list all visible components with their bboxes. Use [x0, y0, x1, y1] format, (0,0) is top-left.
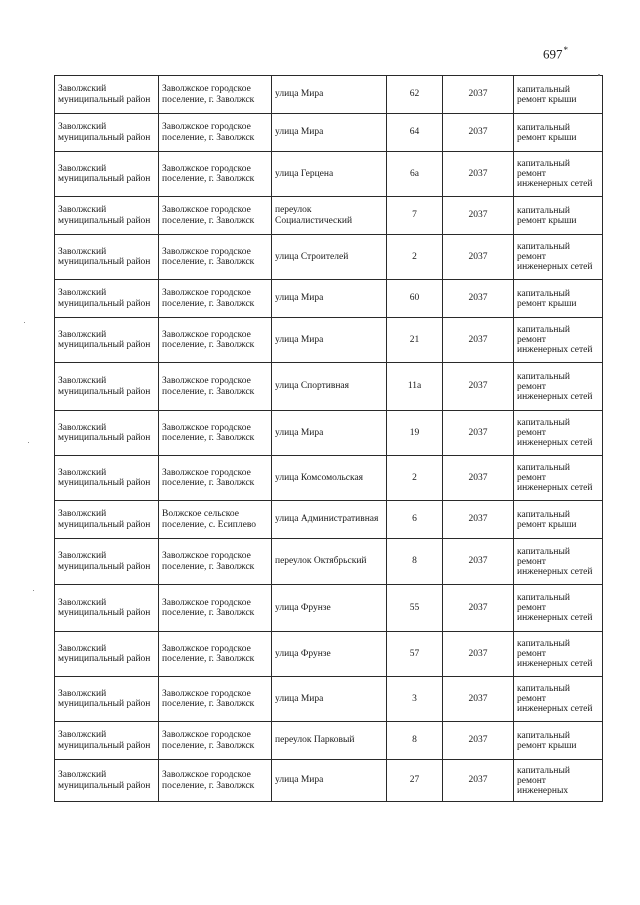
cell-street: улица Мира [272, 114, 387, 152]
cell-settlement: Заволжское городское поселение, г. Заволжск [159, 152, 272, 197]
cell-district: Заволжский муниципальный район [55, 235, 159, 280]
cell-house: 6 [387, 501, 443, 539]
cell-street: улица Строителей [272, 235, 387, 280]
cell-street: улица Административная [272, 501, 387, 539]
table-row [55, 632, 603, 677]
scan-speck [598, 74, 600, 76]
cell-year: 2037 [443, 363, 514, 411]
table-row [55, 76, 603, 114]
page-number-text: 697 [543, 46, 563, 62]
cell-work: капитальный ремонт инженерных сетей [514, 152, 603, 197]
cell-district: Заволжский муниципальный район [55, 363, 159, 411]
cell-settlement: Заволжское городское поселение, г. Заволжск [159, 585, 272, 632]
table-row [55, 318, 603, 363]
cell-year: 2037 [443, 280, 514, 318]
cell-settlement: Заволжское городское поселение, г. Заволжск [159, 114, 272, 152]
cell-settlement: Заволжское городское поселение, г. Заволжск [159, 411, 272, 456]
cell-year: 2037 [443, 722, 514, 760]
table-row [55, 760, 603, 802]
table-row [55, 363, 603, 411]
cell-house: 55 [387, 585, 443, 632]
table-row [55, 501, 603, 539]
scan-speck [24, 322, 25, 323]
cell-district: Заволжский муниципальный район [55, 197, 159, 235]
cell-settlement: Заволжское городское поселение, г. Заволжск [159, 539, 272, 585]
cell-house: 11а [387, 363, 443, 411]
cell-house: 62 [387, 76, 443, 114]
cell-street: улица Фрунзе [272, 585, 387, 632]
cell-year: 2037 [443, 318, 514, 363]
cell-street: переулок Октябрьский [272, 539, 387, 585]
cell-settlement: Заволжское городское поселение, г. Заволжск [159, 760, 272, 802]
cell-work: капитальный ремонт инженерных сетей [514, 456, 603, 501]
cell-year: 2037 [443, 585, 514, 632]
cell-district: Заволжский муниципальный район [55, 677, 159, 722]
cell-street: улица Спортивная [272, 363, 387, 411]
cell-year: 2037 [443, 152, 514, 197]
cell-house: 8 [387, 539, 443, 585]
cell-settlement: Заволжское городское поселение, г. Заволжск [159, 363, 272, 411]
page-number-mark: * [563, 45, 568, 55]
cell-street: улица Мира [272, 760, 387, 802]
cell-house: 64 [387, 114, 443, 152]
cell-work: капитальный ремонт инженерных [514, 760, 603, 802]
cell-district: Заволжский муниципальный район [55, 114, 159, 152]
cell-street: улица Мира [272, 76, 387, 114]
register-table [54, 75, 603, 802]
cell-settlement: Заволжское городское поселение, г. Заволжск [159, 235, 272, 280]
cell-work: капитальный ремонт крыши [514, 501, 603, 539]
table-row [55, 585, 603, 632]
cell-street: улица Комсомольская [272, 456, 387, 501]
table-row [55, 152, 603, 197]
table-row [55, 235, 603, 280]
cell-street: улица Мира [272, 677, 387, 722]
cell-settlement: Заволжское городское поселение, г. Заволжск [159, 197, 272, 235]
cell-year: 2037 [443, 456, 514, 501]
cell-house: 60 [387, 280, 443, 318]
cell-work: капитальный ремонт крыши [514, 280, 603, 318]
page-number [543, 45, 568, 62]
table-row [55, 411, 603, 456]
cell-house: 8 [387, 722, 443, 760]
cell-work: капитальный ремонт крыши [514, 722, 603, 760]
cell-district: Заволжский муниципальный район [55, 585, 159, 632]
cell-work: капитальный ремонт инженерных сетей [514, 677, 603, 722]
cell-work: капитальный ремонт крыши [514, 76, 603, 114]
cell-work: капитальный ремонт инженерных сетей [514, 363, 603, 411]
cell-work: капитальный ремонт инженерных сетей [514, 411, 603, 456]
cell-district: Заволжский муниципальный район [55, 760, 159, 802]
cell-street: улица Герцена [272, 152, 387, 197]
table-row [55, 539, 603, 585]
register-table-body [55, 76, 603, 802]
cell-settlement: Заволжское городское поселение, г. Заволжск [159, 280, 272, 318]
table-row [55, 197, 603, 235]
cell-district: Заволжский муниципальный район [55, 76, 159, 114]
table-row [55, 677, 603, 722]
cell-year: 2037 [443, 114, 514, 152]
table-row [55, 722, 603, 760]
cell-settlement: Заволжское городское поселение, г. Заволжск [159, 318, 272, 363]
cell-year: 2037 [443, 76, 514, 114]
cell-district: Заволжский муниципальный район [55, 722, 159, 760]
cell-settlement: Заволжское городское поселение, г. Заволжск [159, 677, 272, 722]
cell-work: капитальный ремонт крыши [514, 197, 603, 235]
cell-street: улица Мира [272, 318, 387, 363]
cell-work: капитальный ремонт инженерных сетей [514, 632, 603, 677]
cell-district: Заволжский муниципальный район [55, 411, 159, 456]
cell-district: Заволжский муниципальный район [55, 456, 159, 501]
cell-street: переулок Социалистический [272, 197, 387, 235]
cell-district: Заволжский муниципальный район [55, 152, 159, 197]
cell-work: капитальный ремонт инженерных сетей [514, 235, 603, 280]
cell-house: 6а [387, 152, 443, 197]
cell-house: 57 [387, 632, 443, 677]
table-row [55, 114, 603, 152]
cell-house: 7 [387, 197, 443, 235]
table-row [55, 280, 603, 318]
cell-year: 2037 [443, 197, 514, 235]
cell-work: капитальный ремонт инженерных сетей [514, 318, 603, 363]
scan-speck [33, 590, 34, 591]
cell-street: улица Мира [272, 280, 387, 318]
cell-year: 2037 [443, 677, 514, 722]
cell-work: капитальный ремонт инженерных сетей [514, 585, 603, 632]
cell-house: 21 [387, 318, 443, 363]
cell-street: улица Мира [272, 411, 387, 456]
cell-house: 3 [387, 677, 443, 722]
cell-settlement: Заволжское городское поселение, г. Заволжск [159, 722, 272, 760]
cell-settlement: Заволжское городское поселение, г. Заволжск [159, 76, 272, 114]
cell-house: 2 [387, 456, 443, 501]
cell-year: 2037 [443, 539, 514, 585]
cell-district: Заволжский муниципальный район [55, 632, 159, 677]
cell-settlement: Заволжское городское поселение, г. Заволжск [159, 632, 272, 677]
table-row [55, 456, 603, 501]
cell-district: Заволжский муниципальный район [55, 280, 159, 318]
cell-district: Заволжский муниципальный район [55, 318, 159, 363]
cell-street: переулок Парковый [272, 722, 387, 760]
cell-settlement: Волжское сельское поселение, с. Есиплево [159, 501, 272, 539]
cell-settlement: Заволжское городское поселение, г. Заволжск [159, 456, 272, 501]
cell-district: Заволжский муниципальный район [55, 539, 159, 585]
cell-work: капитальный ремонт крыши [514, 114, 603, 152]
cell-year: 2037 [443, 760, 514, 802]
cell-work: капитальный ремонт инженерных сетей [514, 539, 603, 585]
scan-speck [28, 442, 29, 443]
cell-year: 2037 [443, 632, 514, 677]
cell-district: Заволжский муниципальный район [55, 501, 159, 539]
cell-house: 27 [387, 760, 443, 802]
cell-street: улица Фрунзе [272, 632, 387, 677]
cell-house: 19 [387, 411, 443, 456]
cell-house: 2 [387, 235, 443, 280]
cell-year: 2037 [443, 501, 514, 539]
cell-year: 2037 [443, 235, 514, 280]
cell-year: 2037 [443, 411, 514, 456]
